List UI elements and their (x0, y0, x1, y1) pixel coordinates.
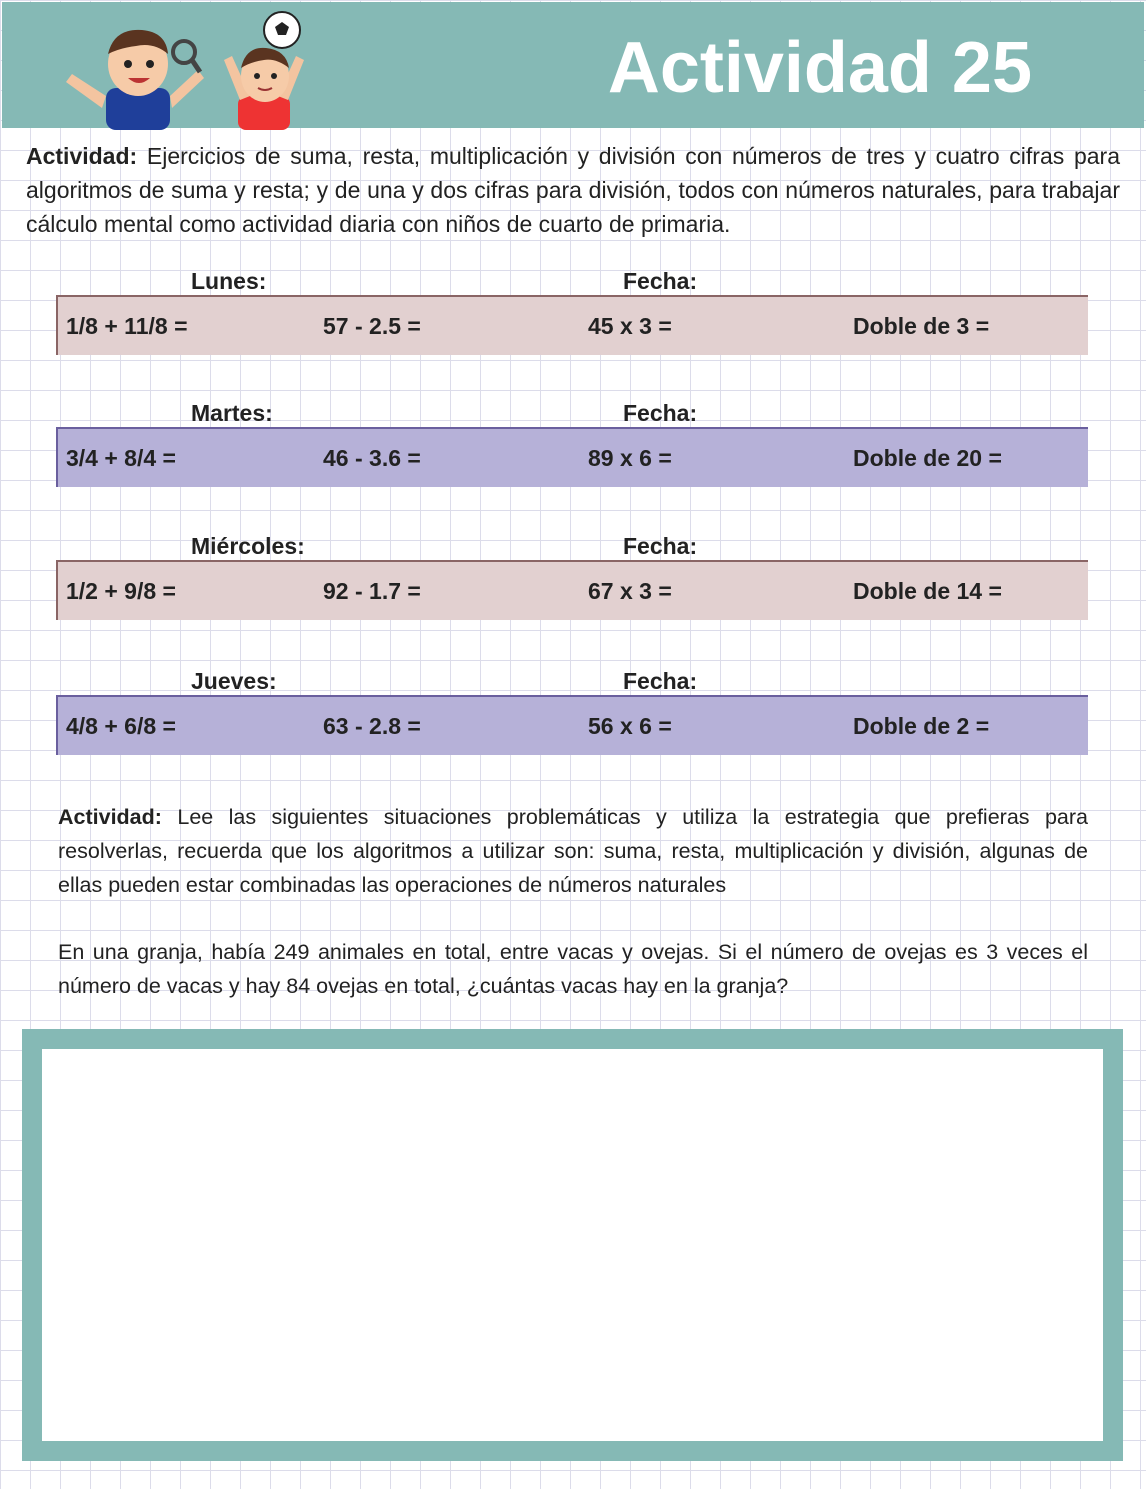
fecha-label: Fecha: (623, 533, 698, 559)
day-label-jueves: Jueves: (191, 668, 277, 694)
exercise-fraction-sum: 1/2 + 9/8 = (66, 578, 176, 604)
exercise-multiplication: 45 x 3 = (588, 313, 672, 339)
exercise-subtraction: 46 - 3.6 = (323, 445, 421, 471)
day-label-lunes: Lunes: (191, 268, 267, 294)
exercise-subtraction: 63 - 2.8 = (323, 713, 421, 739)
exercise-row-miercoles (56, 560, 1088, 620)
activity-text: Lee las siguientes situaciones problemáticas y utiliza la estrategia que prefieras para resolverlas, recuerda que los algoritmos a utilizar son: suma, resta, multiplicación y división, algunas de ellas pueden estar combinadas las operaciones de números naturales (58, 805, 1088, 897)
exercise-double: Doble de 3 = (853, 313, 990, 339)
exercise-row-lunes (56, 295, 1088, 355)
intro-text: Ejercicios de suma, resta, multiplicación y división con números de tres y cuatro cifras para algoritmos de suma y resta; y de una y dos cifras para división, todos con números naturales, para trabajar cálculo mental como actividad diaria con niños de cuarto de primaria. (26, 143, 1120, 237)
exercise-subtraction: 92 - 1.7 = (323, 578, 421, 604)
exercise-double: Doble de 14 = (853, 578, 1002, 604)
problem-statement: En una granja, había 249 animales en total, entre vacas y ovejas. Si el número de ovejas es 3 veces el número de vacas y hay 84 ovejas en total, ¿cuántas vacas hay en la granja? (58, 940, 1088, 998)
answer-box-frame (22, 1029, 1123, 1461)
header-banner (2, 2, 1144, 128)
exercise-multiplication: 56 x 6 = (588, 713, 672, 739)
kid-soccer-illustration (220, 8, 310, 130)
fecha-label: Fecha: (623, 400, 698, 426)
intro-paragraph (26, 139, 1120, 241)
exercise-row-martes (56, 427, 1088, 487)
day-label-miercoles: Miércoles: (191, 533, 305, 559)
exercise-multiplication: 89 x 6 = (588, 445, 672, 471)
exercise-fraction-sum: 1/8 + 11/8 = (66, 313, 188, 339)
page-title: Actividad 25 (607, 28, 1032, 108)
exercise-double: Doble de 20 = (853, 445, 1002, 471)
activity-bold-label: Actividad: (58, 805, 162, 829)
exercise-double: Doble de 2 = (853, 713, 990, 739)
day-label-martes: Martes: (191, 400, 273, 426)
kid-magnifier-illustration (62, 24, 212, 130)
intro-bold-label: Actividad: (26, 143, 138, 169)
exercise-fraction-sum: 3/4 + 8/4 = (66, 445, 176, 471)
exercise-fraction-sum: 4/8 + 6/8 = (66, 713, 176, 739)
activity-instructions (58, 800, 1088, 902)
fecha-label: Fecha: (623, 668, 698, 694)
fecha-label: Fecha: (623, 268, 698, 294)
exercise-row-jueves (56, 695, 1088, 755)
exercise-multiplication: 67 x 3 = (588, 578, 672, 604)
exercise-subtraction: 57 - 2.5 = (323, 313, 421, 339)
answer-box[interactable] (42, 1049, 1103, 1441)
